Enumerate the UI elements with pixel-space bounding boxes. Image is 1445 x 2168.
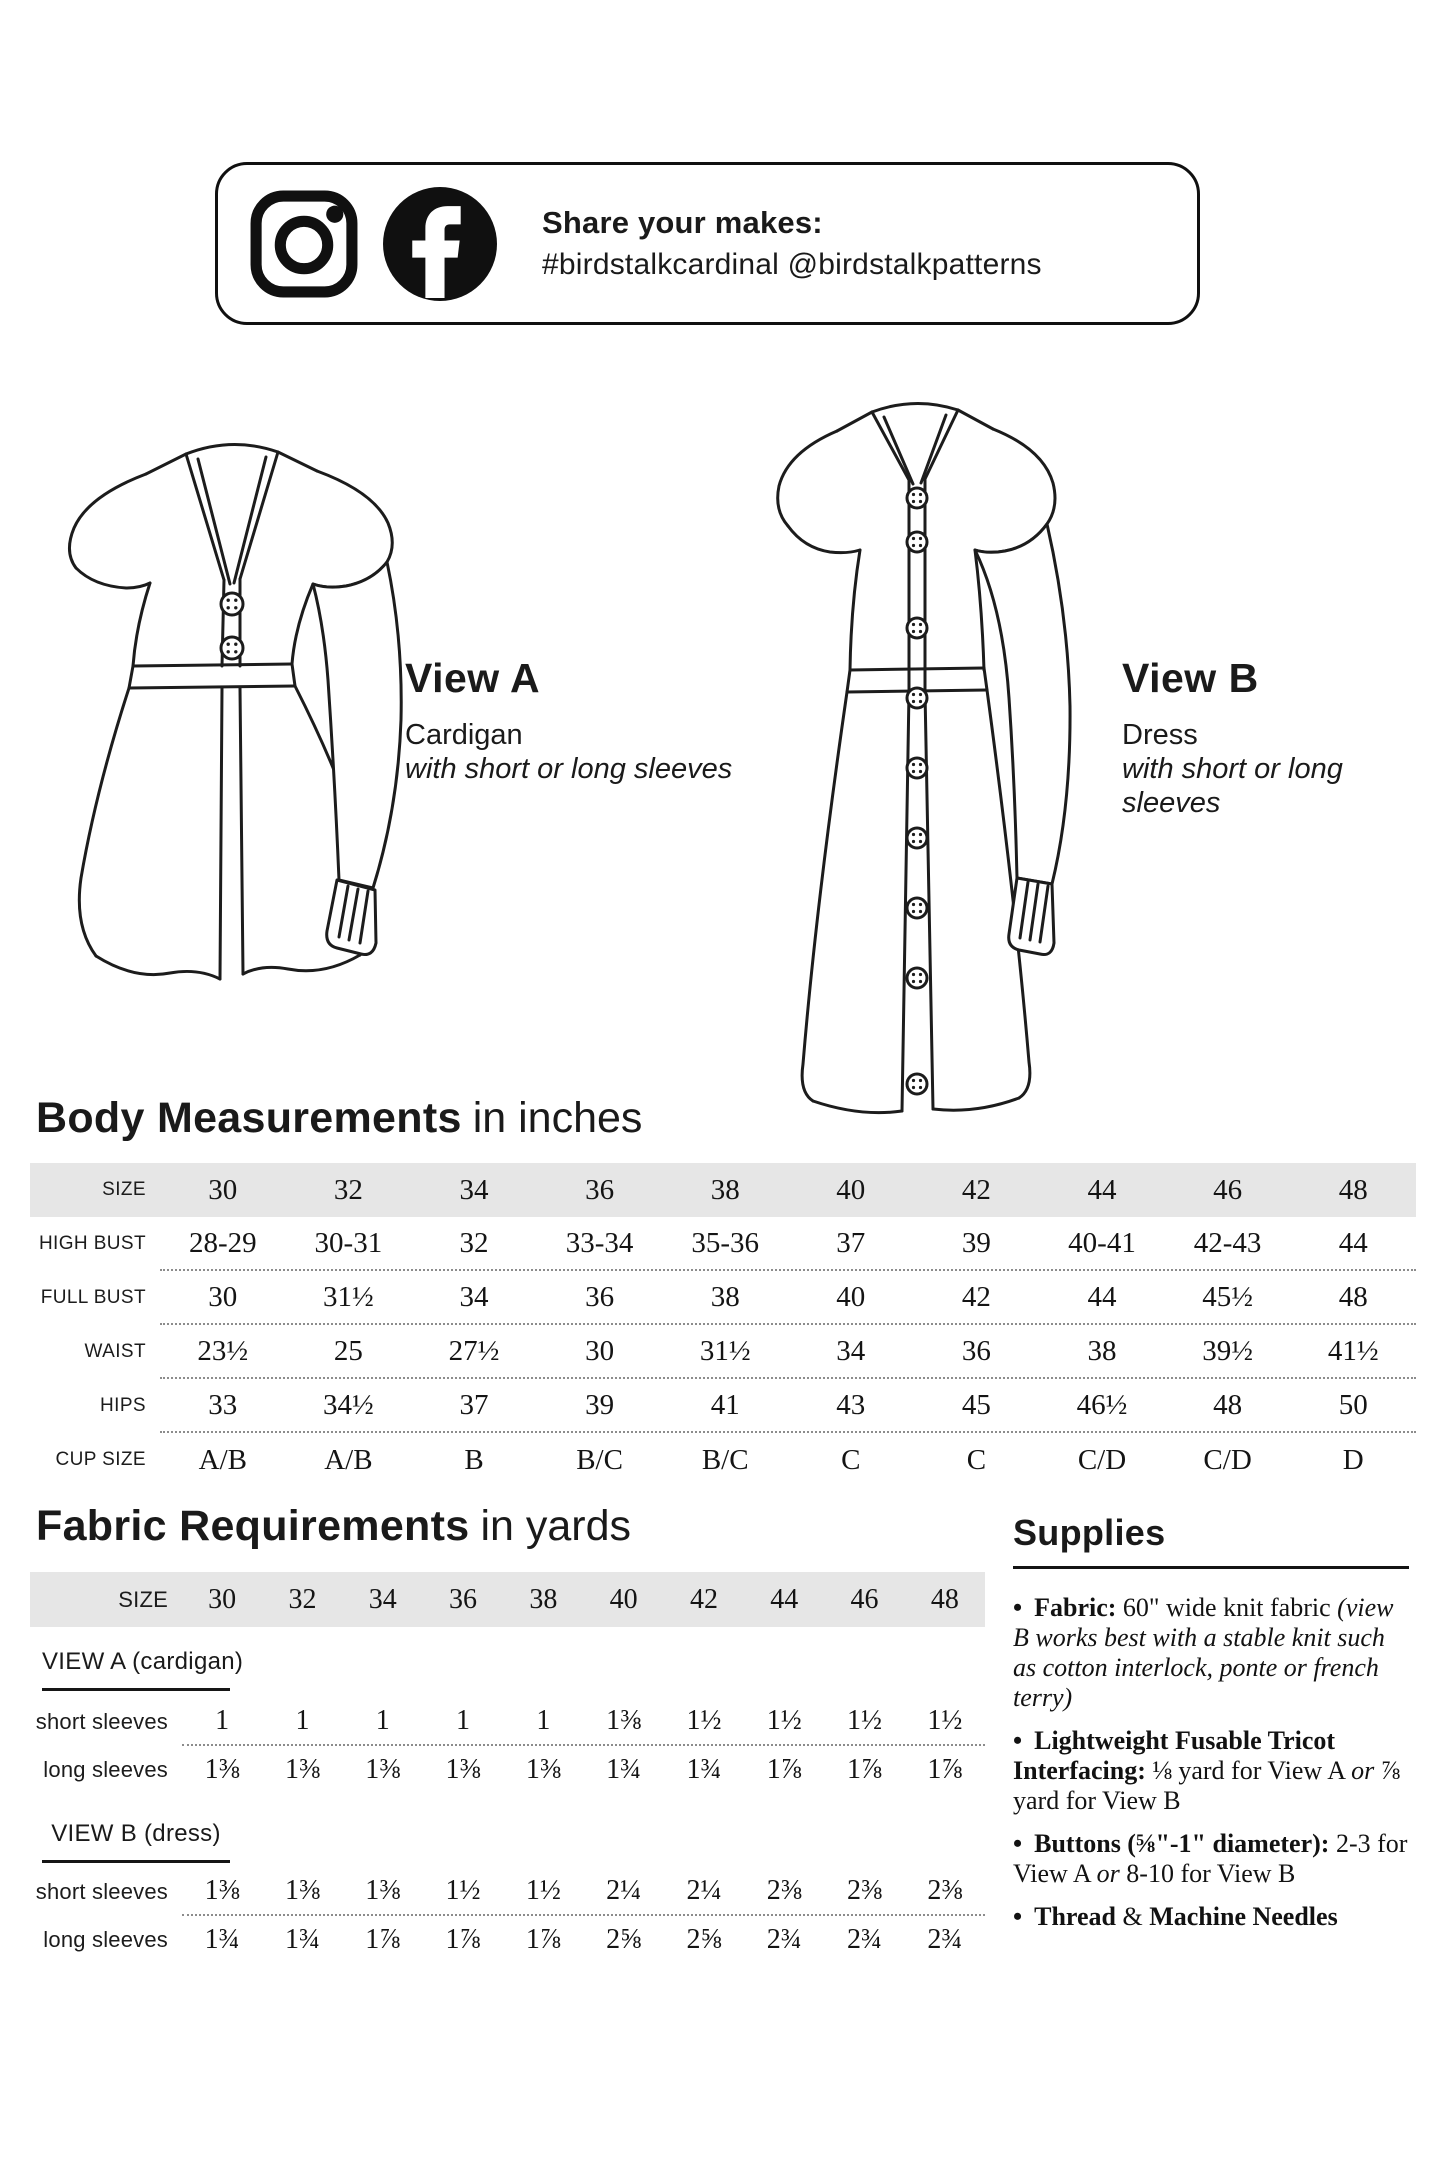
- value-cell: 1⅞: [766, 1754, 802, 1785]
- supplies-section: [1013, 1512, 1409, 1945]
- view-b-garment: Dress: [1122, 719, 1198, 751]
- value-cell: 48: [1213, 1388, 1243, 1421]
- button-icon: [907, 532, 927, 552]
- value-cell: C/D: [1203, 1443, 1252, 1476]
- value-cell: 2¼: [686, 1875, 722, 1906]
- size-cell: 36: [585, 1173, 615, 1206]
- value-cell: 42-43: [1193, 1226, 1262, 1259]
- value-cell: 2¼: [606, 1875, 642, 1906]
- value-cell: A/B: [198, 1443, 247, 1476]
- value-cell: 37: [836, 1226, 866, 1259]
- supply-item-thread: • Thread & Machine Needles: [1013, 1902, 1338, 1931]
- value-cell: 1: [295, 1705, 310, 1736]
- table-row-high-bust: HIGH BUST 28-29 30-31 32 33-34 35-36 37 39 40-41 42-43 44: [30, 1217, 1416, 1271]
- value-cell: 1: [375, 1705, 390, 1736]
- size-cell: 38: [529, 1583, 558, 1615]
- value-cell: 39: [961, 1226, 991, 1259]
- value-cell: 2⅝: [606, 1924, 642, 1955]
- value-cell: 41½: [1327, 1334, 1379, 1367]
- button-icon: [907, 1074, 927, 1094]
- button-icon: [907, 758, 927, 778]
- share-title: Share your makes:: [542, 205, 823, 240]
- value-cell: 33: [208, 1388, 238, 1421]
- value-cell: 38: [710, 1280, 740, 1313]
- size-header-label: SIZE: [102, 1179, 146, 1200]
- share-badge: [215, 162, 1200, 325]
- value-cell: 1⅜: [284, 1875, 320, 1906]
- button-icon: [907, 898, 927, 918]
- size-cell: 48: [1338, 1173, 1368, 1206]
- value-cell: 1½: [525, 1875, 561, 1906]
- table-row-waist: WAIST 23½ 25 27½ 30 31½ 34 36 38 39½ 41½: [30, 1325, 1416, 1379]
- value-cell: 34½: [323, 1388, 374, 1421]
- view-a-subtitle: with short or long sleeves: [405, 753, 733, 785]
- size-cell: 44: [770, 1583, 799, 1615]
- value-cell: 30: [585, 1334, 615, 1367]
- value-cell: 1⅜: [204, 1754, 240, 1785]
- bullet-icon: •: [1013, 1902, 1023, 1931]
- view-b-group-label: VIEW B (dress): [51, 1820, 221, 1847]
- value-cell: 1⅞: [847, 1754, 883, 1785]
- value-cell: 43: [836, 1388, 866, 1421]
- supply-item-fabric: • Fabric: 60" wide knit fabric (view B works best with a stable knit such as cotton interlock, ponte or french terry): [1013, 1593, 1394, 1712]
- value-cell: 41: [710, 1388, 740, 1421]
- value-cell: 39½: [1202, 1334, 1253, 1367]
- value-cell: 28-29: [188, 1226, 257, 1259]
- value-cell: 2⅜: [847, 1875, 883, 1906]
- value-cell: 1⅞: [445, 1924, 481, 1955]
- button-icon: [221, 637, 243, 659]
- table-row-view-b-long: long sleeves 1¾ 1¾ 1⅞ 1⅞ 1⅞ 2⅝ 2⅝ 2¾ 2¾ 2¾: [30, 1916, 985, 1964]
- value-cell: 40: [836, 1280, 866, 1313]
- value-cell: 1⅞: [927, 1754, 963, 1785]
- value-cell: 45: [961, 1388, 991, 1421]
- value-cell: 1: [456, 1705, 471, 1736]
- value-cell: B: [464, 1443, 484, 1476]
- size-cell: 42: [961, 1173, 991, 1206]
- value-cell: 2⅜: [766, 1875, 802, 1906]
- value-cell: 1⅜: [365, 1754, 401, 1785]
- view-a-garment: Cardigan: [405, 719, 523, 751]
- view-a-group-label: VIEW A (cardigan): [42, 1648, 244, 1675]
- size-cell: 32: [288, 1583, 317, 1615]
- table-row-hips: HIPS 33 34½ 37 39 41 43 45 46½ 48 50: [30, 1379, 1416, 1433]
- size-cell: 40: [836, 1173, 866, 1206]
- value-cell: 32: [459, 1226, 489, 1259]
- value-cell: 1⅞: [365, 1924, 401, 1955]
- value-cell: 1½: [766, 1705, 802, 1736]
- value-cell: 1½: [847, 1705, 883, 1736]
- value-cell: 34: [836, 1334, 866, 1367]
- supply-item-buttons: • Buttons (⅝"-1" diameter): 2-3 for View A or 8-10 for View B: [1013, 1829, 1408, 1888]
- value-cell: 45½: [1202, 1280, 1253, 1313]
- value-cell: 35-36: [691, 1226, 760, 1259]
- value-cell: B/C: [576, 1443, 623, 1476]
- value-cell: 1½: [686, 1705, 722, 1736]
- button-icon: [221, 593, 243, 615]
- view-b-subtitle: with short or long sleeves: [1122, 753, 1343, 819]
- value-cell: 39: [585, 1388, 615, 1421]
- cardigan-illustration: [36, 428, 426, 998]
- bullet-icon: •: [1013, 1726, 1023, 1755]
- size-cell: 30: [208, 1173, 238, 1206]
- value-cell: 27½: [448, 1334, 500, 1367]
- size-cell: 42: [689, 1583, 718, 1615]
- button-icon: [907, 828, 927, 848]
- value-cell: 37: [459, 1388, 489, 1421]
- value-cell: 1¾: [606, 1754, 642, 1785]
- value-cell: 1⅜: [606, 1705, 642, 1736]
- button-icon: [907, 688, 927, 708]
- table-row-full-bust: FULL BUST 30 31½ 34 36 38 40 42 44 45½ 48: [30, 1271, 1416, 1325]
- size-cell: 48: [930, 1583, 959, 1615]
- value-cell: 2⅝: [686, 1924, 722, 1955]
- value-cell: 30: [208, 1280, 238, 1313]
- value-cell: 1⅜: [365, 1875, 401, 1906]
- button-icon: [907, 968, 927, 988]
- value-cell: 2¾: [847, 1924, 883, 1955]
- value-cell: 2¾: [766, 1924, 802, 1955]
- value-cell: 23½: [197, 1334, 249, 1367]
- value-cell: C: [966, 1443, 987, 1476]
- body-measurements-title: Body Measurements in inches: [36, 1094, 643, 1142]
- value-cell: 36: [585, 1280, 615, 1313]
- view-a-group-underline: [42, 1688, 230, 1691]
- supply-item-interfacing: • Lightweight Fusable Tricot Interfacing: ⅛ yard for View A or ⅞ yard for View B: [1013, 1726, 1401, 1815]
- value-cell: B/C: [701, 1443, 749, 1476]
- view-b-label: [1122, 655, 1445, 820]
- value-cell: 1¾: [204, 1924, 240, 1955]
- value-cell: 31½: [699, 1334, 751, 1367]
- size-cell: 46: [1213, 1173, 1243, 1206]
- value-cell: 50: [1338, 1388, 1368, 1421]
- size-cell: 36: [449, 1583, 478, 1615]
- size-header-label: SIZE: [118, 1586, 168, 1612]
- size-cell: 38: [710, 1173, 740, 1206]
- value-cell: 1¾: [284, 1924, 320, 1955]
- table-row-view-a-long: long sleeves 1⅜ 1⅜ 1⅜ 1⅜ 1⅜ 1¾ 1¾ 1⅞ 1⅞ 1⅞: [30, 1746, 985, 1794]
- value-cell: 48: [1338, 1280, 1368, 1313]
- table-row-view-b-short: short sleeves 1⅜ 1⅜ 1⅜ 1½ 1½ 2¼ 2¼ 2⅜ 2⅜ 2⅜: [30, 1868, 985, 1916]
- view-b-group-underline: [42, 1860, 230, 1863]
- value-cell: 1⅜: [204, 1875, 240, 1906]
- value-cell: 1⅜: [445, 1754, 481, 1785]
- value-cell: 30-31: [314, 1226, 383, 1259]
- table-row-cup-size: CUP SIZE A/B A/B B B/C B/C C C C/D C/D D: [30, 1433, 1416, 1487]
- button-icon: [907, 618, 927, 638]
- fabric-requirements-title: Fabric Requirements in yards: [36, 1502, 632, 1550]
- supplies-title: Supplies: [1013, 1512, 1409, 1569]
- value-cell: 36: [961, 1334, 991, 1367]
- size-header-row: [30, 1163, 1416, 1217]
- value-cell: 44: [1087, 1280, 1117, 1313]
- view-a-title: View A: [405, 655, 541, 701]
- value-cell: 25: [333, 1334, 363, 1367]
- value-cell: 44: [1338, 1226, 1368, 1259]
- value-cell: 1: [215, 1705, 230, 1736]
- value-cell: 1½: [445, 1875, 481, 1906]
- instagram-icon: [246, 186, 362, 302]
- size-header-row: [30, 1572, 985, 1627]
- size-cell: 40: [609, 1583, 638, 1615]
- value-cell: 42: [961, 1280, 991, 1313]
- share-text: [542, 205, 1042, 282]
- button-icon: [907, 488, 927, 508]
- value-cell: 1½: [927, 1705, 963, 1736]
- value-cell: 34: [459, 1280, 489, 1313]
- value-cell: 1¾: [686, 1754, 722, 1785]
- share-handles: #birdstalkcardinal @birdstalkpatterns: [542, 248, 1042, 281]
- bullet-icon: •: [1013, 1829, 1023, 1858]
- value-cell: 1⅜: [525, 1754, 561, 1785]
- value-cell: 40-41: [1068, 1226, 1136, 1259]
- value-cell: 38: [1087, 1334, 1117, 1367]
- value-cell: 2⅜: [927, 1875, 963, 1906]
- size-cell: 34: [368, 1583, 397, 1615]
- bullet-icon: •: [1013, 1593, 1023, 1622]
- size-cell: 30: [208, 1583, 237, 1615]
- value-cell: C/D: [1077, 1443, 1127, 1476]
- value-cell: 1: [536, 1705, 551, 1736]
- size-cell: 34: [459, 1173, 489, 1206]
- size-cell: 46: [850, 1583, 879, 1615]
- value-cell: 1⅜: [284, 1754, 320, 1785]
- value-cell: C: [841, 1443, 861, 1476]
- view-b-title: View B: [1122, 655, 1259, 701]
- value-cell: 1⅞: [525, 1924, 561, 1955]
- supplies-list: [1013, 1593, 1409, 1932]
- value-cell: A/B: [324, 1443, 373, 1476]
- value-cell: D: [1342, 1443, 1364, 1476]
- table-row-view-a-short: short sleeves 1 1 1 1 1 1⅜ 1½ 1½ 1½ 1½: [30, 1698, 985, 1746]
- value-cell: 33-34: [565, 1226, 634, 1259]
- facebook-icon: [382, 186, 498, 302]
- value-cell: 2¾: [927, 1924, 963, 1955]
- view-a-label: [405, 655, 732, 786]
- value-cell: 46½: [1076, 1388, 1128, 1421]
- size-cell: 44: [1087, 1173, 1117, 1206]
- value-cell: 31½: [323, 1280, 374, 1313]
- size-cell: 32: [333, 1173, 363, 1206]
- dress-illustration: [700, 386, 1130, 1118]
